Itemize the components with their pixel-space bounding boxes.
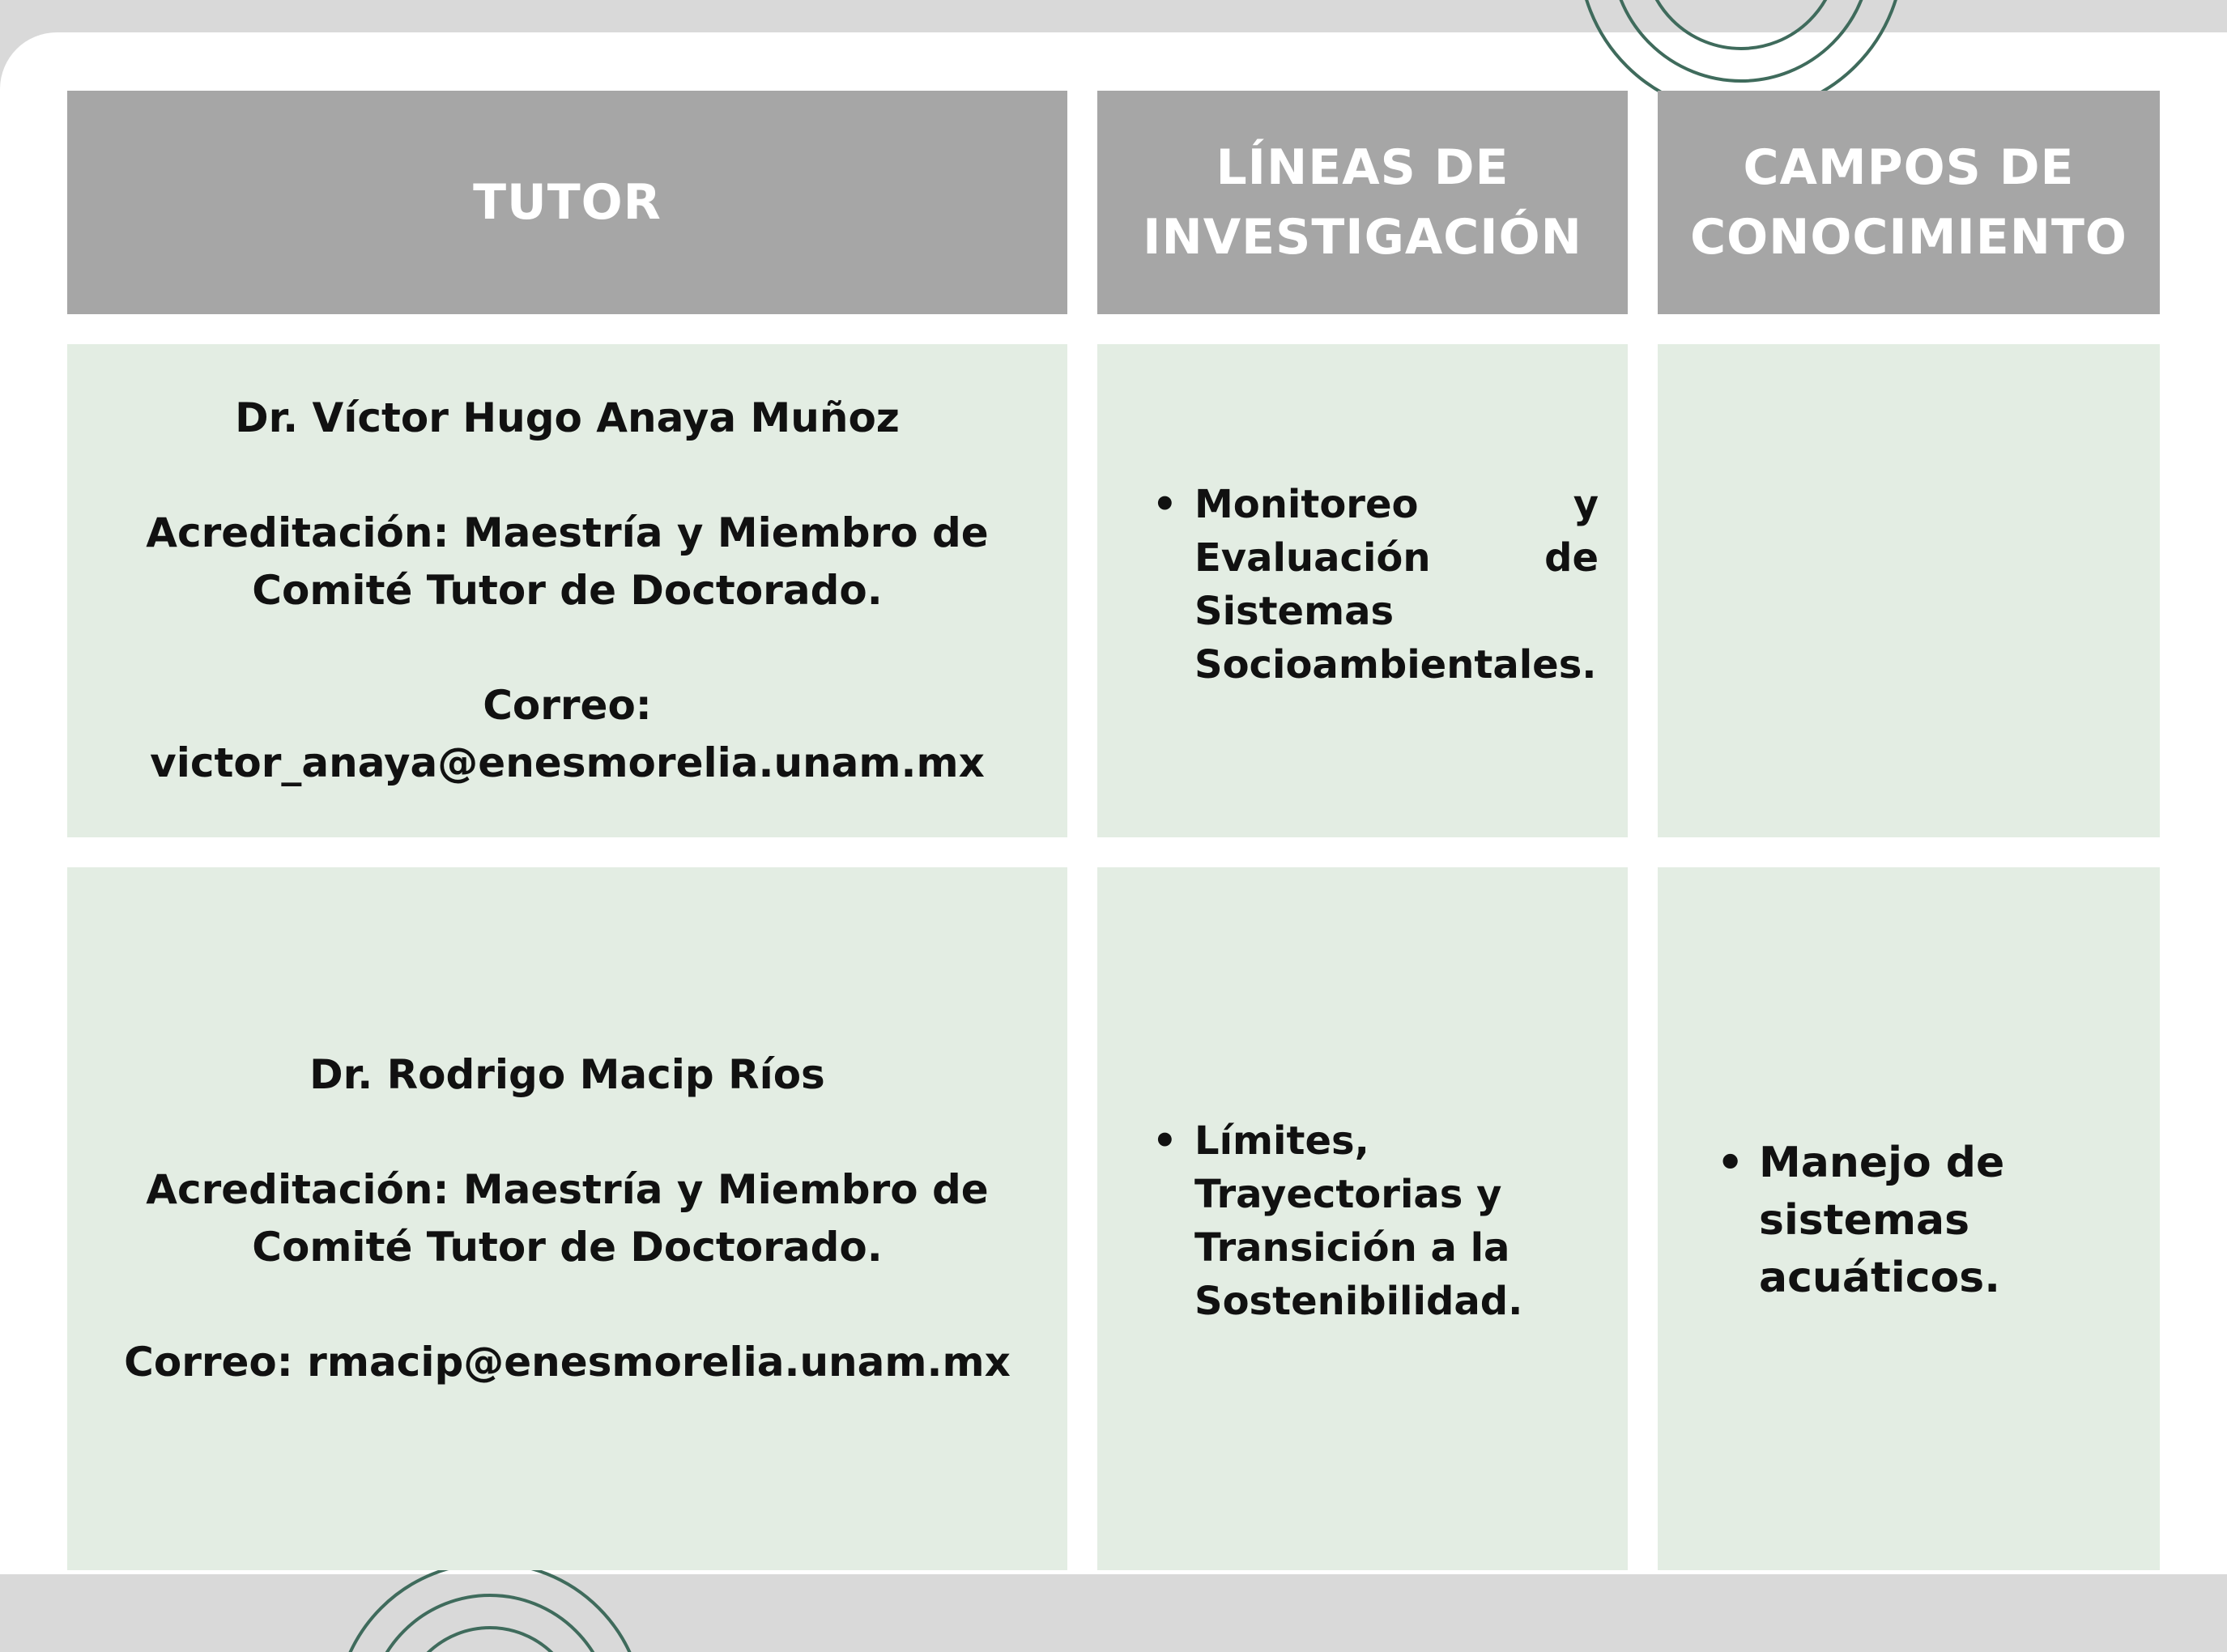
tutor-info — [67, 1046, 1067, 1391]
tutor-accreditation-line1: Acreditación: Maestría y Miembro de — [146, 509, 989, 556]
table-row-2-tutor-cell — [67, 867, 1067, 1570]
header-research-lines — [1097, 91, 1628, 314]
tutor-info — [67, 390, 1067, 792]
tutor-name: Dr. Víctor Hugo Anaya Muñoz — [235, 394, 900, 441]
list-item — [1152, 1114, 1599, 1328]
tutor-accreditation-line2: Comité Tutor de Doctorado. — [252, 567, 883, 614]
research-line-text: Límites, Trayectorias y Transición a la Sostenibilidad. — [1194, 1118, 1523, 1324]
tutor-email-label: Correo: — [483, 682, 652, 729]
table-row-2-research-cell — [1097, 867, 1628, 1570]
list-item — [1152, 478, 1599, 692]
table-row-1-research-cell — [1097, 344, 1628, 837]
tutor-accreditation-line2: Comité Tutor de Doctorado. — [252, 1224, 883, 1271]
bullet-icon: • — [1717, 1139, 1744, 1187]
header-knowledge-fields — [1658, 91, 2160, 314]
header-tutor-label: TUTOR — [473, 174, 662, 231]
tutor-email[interactable]: victor_anaya@enesmorelia.unam.mx — [150, 739, 985, 786]
document-page — [0, 32, 2227, 1574]
list-item — [1717, 1135, 2135, 1307]
tutor-email[interactable]: Correo: rmacip@enesmorelia.unam.mx — [124, 1339, 1011, 1386]
knowledge-field-text: Manejo de sistemas acuáticos. — [1759, 1139, 2005, 1302]
header-research-lines-line1: LÍNEAS DE — [1216, 139, 1510, 196]
header-research-lines-line2: INVESTIGACIÓN — [1143, 209, 1582, 266]
table-row-1-fields-cell — [1658, 344, 2160, 837]
research-lines-list — [1152, 1114, 1599, 1328]
research-line-text: Monitoreo y Evaluación de Sistemas Socioambientales. — [1194, 482, 1599, 688]
tutor-accreditation-line1: Acreditación: Maestría y Miembro de — [146, 1166, 989, 1213]
header-knowledge-fields-text — [1690, 133, 2127, 272]
header-knowledge-fields-line1: CAMPOS DE — [1743, 139, 2075, 196]
header-knowledge-fields-line2: CONOCIMIENTO — [1690, 209, 2127, 266]
bullet-icon: • — [1152, 482, 1177, 527]
research-lines-list — [1152, 478, 1599, 692]
table-row-2-fields-cell — [1658, 867, 2160, 1570]
bullet-icon: • — [1152, 1118, 1177, 1164]
header-tutor — [67, 91, 1067, 314]
tutor-name: Dr. Rodrigo Macip Ríos — [309, 1051, 825, 1098]
header-research-lines-text — [1143, 133, 1582, 272]
knowledge-fields-list — [1717, 1135, 2135, 1307]
table-row-1-tutor-cell — [67, 344, 1067, 837]
